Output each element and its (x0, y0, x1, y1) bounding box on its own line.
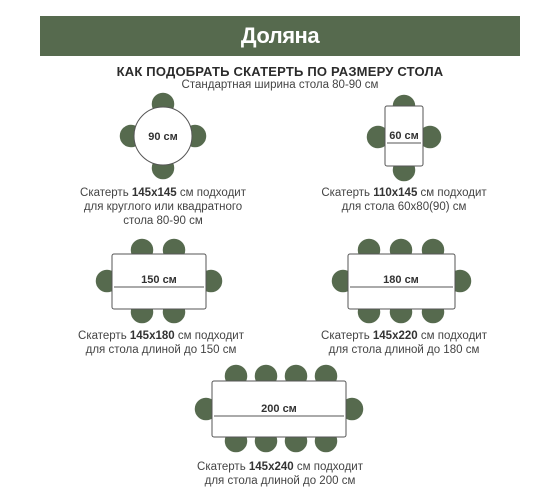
caption-prefix: Скатерть (197, 461, 246, 473)
tablecloth-size: 145x180 (129, 330, 175, 342)
round-table-diagram (119, 92, 207, 180)
table-size-label: 60 см (389, 130, 419, 142)
caption-table-150 (66, 329, 256, 357)
caption-line: для стола 60х80(90) см (341, 201, 467, 213)
caption-prefix: Скатерть (321, 187, 370, 199)
caption-round-table (70, 186, 256, 228)
caption-line: для стола длиной до 180 см (328, 344, 480, 356)
caption-prefix: Скатерть (321, 330, 370, 342)
table-150-diagram (95, 238, 223, 324)
caption-suffix: см подходит (296, 461, 363, 473)
brand-logo: Доляна (240, 23, 320, 48)
table-180-diagram (331, 238, 472, 324)
caption-line: стола 80-90 см (123, 215, 203, 227)
caption-line: для круглого или квадратного (83, 201, 243, 213)
caption-table-200 (182, 460, 378, 488)
small-table-diagram (366, 94, 442, 182)
caption-suffix: см подходит (420, 330, 487, 342)
table-200-diagram (194, 364, 364, 453)
page-subtitle: Стандартная ширина стола 80-90 см (181, 79, 379, 91)
table-size-label: 180 см (383, 274, 419, 286)
table-size-label: 90 см (148, 131, 178, 143)
tablecloth-size: 110x145 (373, 187, 418, 199)
caption-suffix: см подходит (177, 330, 244, 342)
page-title: КАК ПОДОБРАТЬ СКАТЕРТЬ ПО РАЗМЕРУ СТОЛА (116, 64, 444, 79)
caption-suffix: см подходит (420, 187, 487, 199)
table-size-label: 200 см (261, 403, 297, 415)
caption-suffix: см подходит (179, 187, 246, 199)
caption-line: для стола длиной до 150 см (85, 344, 237, 356)
tablecloth-size: 145x145 (131, 187, 177, 199)
caption-line: для стола длиной до 200 см (204, 475, 356, 487)
tablecloth-size: 145x220 (372, 330, 418, 342)
caption-prefix: Скатерть (78, 330, 127, 342)
caption-prefix: Скатерть (80, 187, 129, 199)
tablecloth-size: 145x240 (248, 461, 294, 473)
caption-small-table (306, 186, 502, 214)
caption-table-180 (306, 329, 502, 357)
table-size-label: 150 см (141, 274, 177, 286)
